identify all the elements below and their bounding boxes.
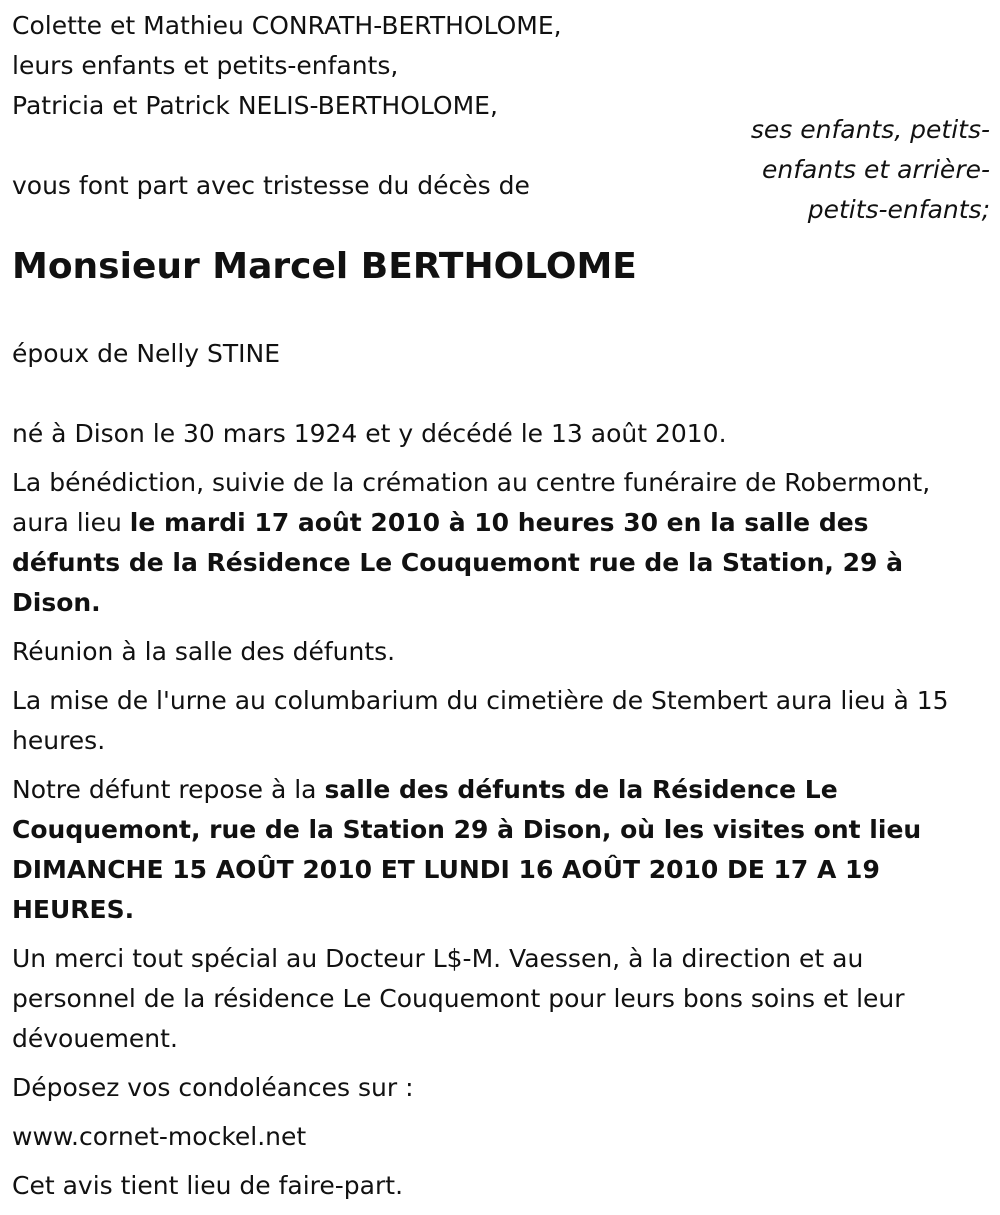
website-link[interactable]: www.cornet-mockel.net bbox=[12, 1122, 307, 1151]
relation-line-3: petits-enfants; bbox=[807, 195, 990, 224]
visitation-intro: Notre défunt repose à la bbox=[12, 775, 325, 804]
ceremony-intro: La bénédiction, suivie de la crémation au centre funéraire de Robermont, aura lieu bbox=[12, 468, 931, 537]
family-line-1: Colette et Mathieu CONRATH-BERTHOLOME, bbox=[12, 11, 562, 40]
reunion-text: Réunion à la salle des défunts. bbox=[12, 637, 396, 666]
urn-text: La mise de l'urne au columbarium du cimetière de Stembert aura lieu à 15 heures. bbox=[12, 686, 949, 755]
family-block bbox=[12, 6, 562, 126]
closing-text: Cet avis tient lieu de faire-part. bbox=[12, 1171, 404, 1200]
relation-line-2: enfants et arrière- bbox=[762, 155, 990, 184]
deceased-name: Monsieur Marcel BERTHOLOME bbox=[12, 246, 637, 287]
family-line-3: Patricia et Patrick NELIS-BERTHOLOME, bbox=[12, 91, 498, 120]
relation-note bbox=[751, 110, 990, 230]
visitation-details: salle des défunts de la Résidence Le Couquemont, rue de la Station 29 à Dison, où les visites ont lieu DIMANCHE 15 AOÛT 2010 ET LUNDI 16 AOÛT 2010 DE 17 A 19 HEURES. bbox=[12, 775, 922, 924]
ceremony-paragraph bbox=[12, 463, 972, 623]
visitation-paragraph bbox=[12, 770, 972, 930]
relation-line-1: ses enfants, petits- bbox=[750, 115, 990, 144]
family-line-2: leurs enfants et petits-enfants, bbox=[12, 51, 399, 80]
ceremony-details: le mardi 17 août 2010 à 10 heures 30 en la salle des défunts de la Résidence Le Couquemont rue de la Station, 29 à Dison. bbox=[12, 508, 903, 617]
condolences-label: Déposez vos condoléances sur : bbox=[12, 1073, 414, 1102]
birth-death-text: né à Dison le 30 mars 1924 et y décédé le 13 août 2010. bbox=[12, 419, 727, 448]
announcement-text: vous font part avec tristesse du décès de bbox=[12, 171, 530, 200]
spouse-text: époux de Nelly STINE bbox=[12, 339, 281, 368]
thanks-text: Un merci tout spécial au Docteur L$-M. Vaessen, à la direction et au personnel de la résidence Le Couquemont pour leurs bons soins et leur dévouement. bbox=[12, 944, 905, 1053]
notice-body bbox=[12, 414, 972, 1215]
